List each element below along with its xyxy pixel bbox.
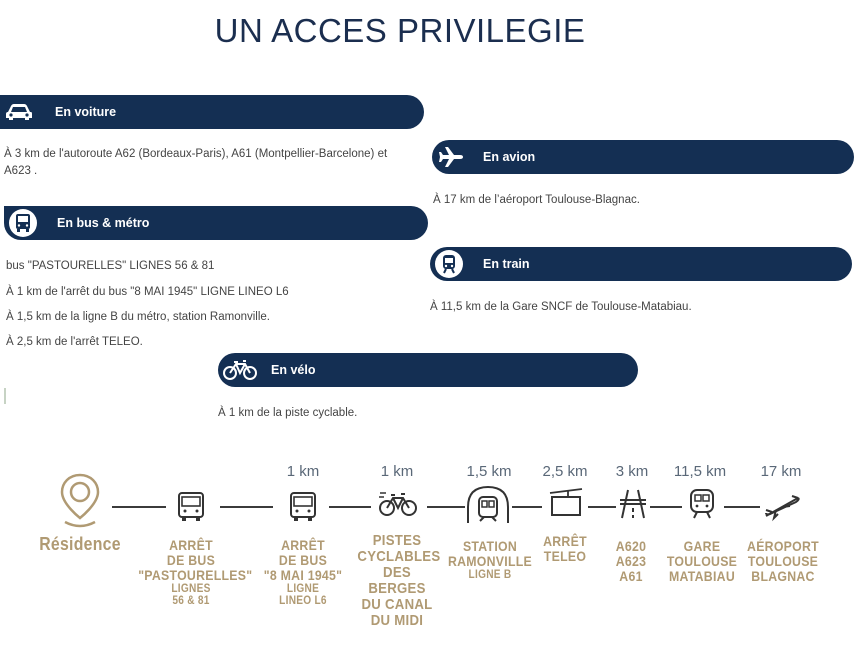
connector <box>112 506 166 508</box>
bus-text-4: À 2,5 km de l'arrêt TELEO. <box>6 336 143 348</box>
stop-label-8-mai-1945: ARRÊT DE BUS "8 MAI 1945" LIGNE LINEO L6 <box>263 537 343 607</box>
car-icon <box>5 98 33 126</box>
metro-station-icon <box>466 485 510 525</box>
bike-label: En vélo <box>271 363 316 377</box>
connector <box>588 506 616 508</box>
connector <box>724 506 760 508</box>
plane-text: À 17 km de l’aéroport Toulouse-Blagnac. <box>433 194 640 206</box>
train-icon <box>435 250 463 278</box>
car-label: En voiture <box>55 105 117 119</box>
plane-label: En avion <box>483 150 536 164</box>
distance-label: 1 km <box>380 463 414 480</box>
plane-banner <box>432 140 854 174</box>
stop-label-gare-matabiau: GARE TOULOUSE MATABIAU <box>666 538 738 584</box>
distance-label: 1 km <box>286 463 320 480</box>
distance-label: 1,5 km <box>466 463 512 480</box>
bus-icon <box>9 209 37 237</box>
origin-label: Résidence <box>39 534 121 554</box>
stop-label-teleo: ARRÊT TELEO <box>543 533 587 564</box>
stop-label-highways: A620 A623 A61 <box>615 538 647 584</box>
distance-label: 3 km <box>615 463 649 480</box>
bus-text-3: À 1,5 km de la ligne B du métro, station Ramonville. <box>6 311 270 323</box>
train-text: À 11,5 km de la Gare SNCF de Toulouse-Matabiau. <box>430 301 692 313</box>
bike-banner <box>218 353 638 387</box>
connector <box>329 506 371 508</box>
airport-plane-icon <box>762 492 802 522</box>
distance-label: 11,5 km <box>673 463 727 480</box>
distance-label: 2,5 km <box>542 463 588 480</box>
distance-label: 17 km <box>760 463 802 480</box>
page-title: UN ACCES PRIVILEGIE <box>214 12 586 49</box>
highway-icon <box>618 488 648 520</box>
bus-text-1: bus "PASTOURELLES" LIGNES 56 & 81 <box>6 260 215 272</box>
bus-label: En bus & métro <box>57 216 150 230</box>
bus-banner <box>4 206 428 240</box>
margin-mark <box>4 388 6 404</box>
bike-path-icon <box>378 490 418 518</box>
teleo-cable-car-icon <box>548 487 584 517</box>
train-station-icon <box>688 488 716 520</box>
bus-stop-icon <box>176 491 206 523</box>
stop-label-pastourelles: ARRÊT DE BUS "PASTOURELLES" LIGNES 56 & 81 <box>138 537 253 607</box>
train-label: En train <box>483 257 530 271</box>
plane-icon <box>437 143 465 171</box>
connector <box>427 506 465 508</box>
connector <box>220 506 273 508</box>
car-text: À 3 km de l'autoroute A62 (Bordeaux-Paris), A61 (Montpellier-Barcelone) et A623 . <box>4 148 388 177</box>
stop-label-aeroport-blagnac: AÉROPORT TOULOUSE BLAGNAC <box>747 538 819 584</box>
bus-text-2: À 1 km de l'arrêt du bus "8 MAI 1945" LIGNE LINEO L6 <box>6 286 289 298</box>
stop-label-pistes-cyclables: PISTES CYCLABLES DES BERGES DU CANAL DU MIDI <box>357 532 441 629</box>
bus-stop-icon <box>288 491 318 523</box>
car-banner <box>0 95 424 129</box>
bike-icon <box>223 356 257 384</box>
train-banner <box>430 247 852 281</box>
bike-text: À 1 km de la piste cyclable. <box>218 407 358 419</box>
location-pin-icon <box>57 472 103 532</box>
connector <box>512 506 542 508</box>
stop-label-ramonville: STATION RAMONVILLE LIGNE B <box>447 538 533 581</box>
connector <box>650 506 682 508</box>
